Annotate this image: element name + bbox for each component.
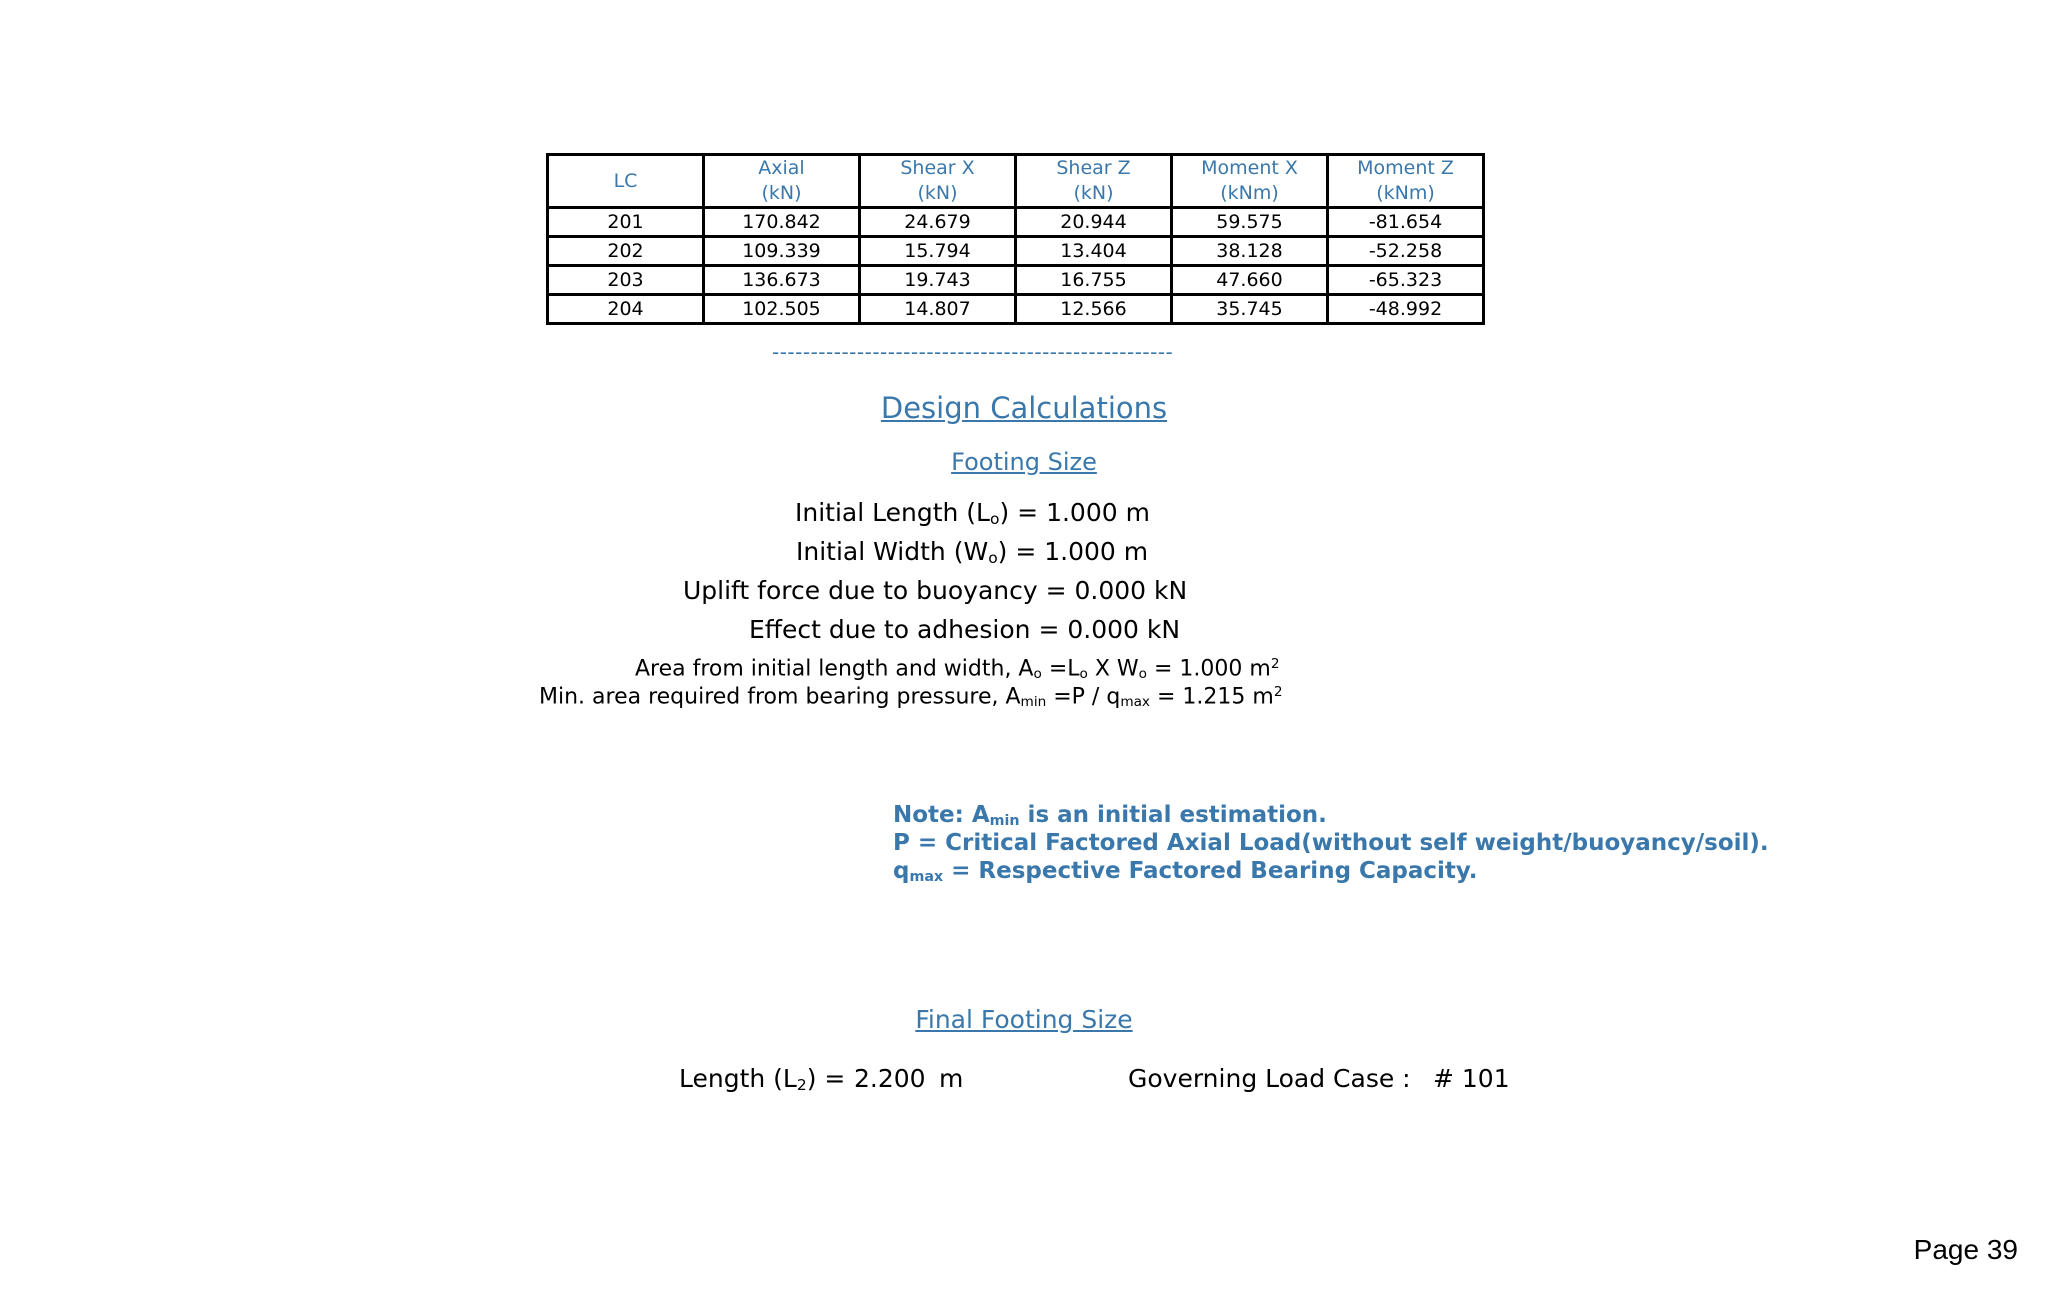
area-initial-line: Area from initial length and width, $A_o =L_o$ X $W_o = 1.000$ $m^2$	[635, 656, 1280, 683]
final-footing-size-heading: Final Footing Size	[915, 1005, 1133, 1034]
table-cell: 19.743	[860, 266, 1016, 295]
table-header-row	[548, 155, 1484, 208]
adhesion-line: Effect due to adhesion = 0.000 kN	[749, 615, 1181, 644]
table-row	[548, 295, 1484, 324]
col-header-moment-x: Moment X (kNm)	[1172, 155, 1328, 208]
table-cell: 203	[548, 266, 704, 295]
table-cell: 15.794	[860, 237, 1016, 266]
footing-size-heading: Footing Size	[951, 448, 1097, 476]
col-header-lc: LC	[548, 155, 704, 208]
uplift-force-line: Uplift force due to buoyancy = 0.000 kN	[683, 576, 1188, 605]
table-cell: -65.323	[1328, 266, 1484, 295]
col-header-moment-z: Moment Z (kNm)	[1328, 155, 1484, 208]
table-cell: 59.575	[1172, 208, 1328, 237]
page-number: Page 39	[1913, 1234, 2018, 1265]
table-cell: 20.944	[1016, 208, 1172, 237]
table-cell: 109.339	[704, 237, 860, 266]
table-cell: 47.660	[1172, 266, 1328, 295]
table-cell: 14.807	[860, 295, 1016, 324]
final-length-label: Length $(L_2)$ =	[679, 1064, 846, 1095]
load-table	[546, 153, 1485, 325]
table-cell: 16.755	[1016, 266, 1172, 295]
col-header-shear-z: Shear Z (kN)	[1016, 155, 1172, 208]
col-header-axial: Axial (kN)	[704, 155, 860, 208]
table-cell: 170.842	[704, 208, 860, 237]
table-row	[548, 208, 1484, 237]
table-cell: 136.673	[704, 266, 860, 295]
table-cell: 13.404	[1016, 237, 1172, 266]
table-cell: 102.505	[704, 295, 860, 324]
note-line-2: P = Critical Factored Axial Load(without self weight/buoyancy/soil).	[893, 830, 1769, 856]
table-row	[548, 266, 1484, 295]
final-length-value: 2.200	[854, 1064, 926, 1093]
initial-length-line: Initial Length $(L_o) = 1.000$ m	[795, 498, 1150, 529]
table-cell: -52.258	[1328, 237, 1484, 266]
table-cell: 38.128	[1172, 237, 1328, 266]
area-min-line: Min. area required from bearing pressure, $A_{min} =P / q_{max} = 1.215$ $m^2$	[539, 684, 1283, 711]
table-cell: -48.992	[1328, 295, 1484, 324]
governing-load-case-label: Governing Load Case :	[1128, 1064, 1411, 1093]
note-line-3: $q_{max}$ = Respective Factored Bearing Capacity.	[893, 858, 1478, 885]
initial-width-line: Initial Width $(W_o) = 1.000$ m	[796, 537, 1149, 568]
table-cell: 24.679	[860, 208, 1016, 237]
design-calculations-heading: Design Calculations	[880, 391, 1168, 425]
separator-line: ----------------------------------------------------	[772, 340, 1174, 364]
note-line-1: Note: $A_{min}$ is an initial estimation.	[893, 802, 1327, 829]
table-cell: 202	[548, 237, 704, 266]
table-cell: 201	[548, 208, 704, 237]
final-length-unit: m	[939, 1064, 964, 1093]
col-header-shear-x: Shear X (kN)	[860, 155, 1016, 208]
governing-load-case-value: # 101	[1433, 1064, 1510, 1093]
table-cell: 12.566	[1016, 295, 1172, 324]
table-cell: 204	[548, 295, 704, 324]
table-row	[548, 237, 1484, 266]
table-cell: -81.654	[1328, 208, 1484, 237]
table-cell: 35.745	[1172, 295, 1328, 324]
